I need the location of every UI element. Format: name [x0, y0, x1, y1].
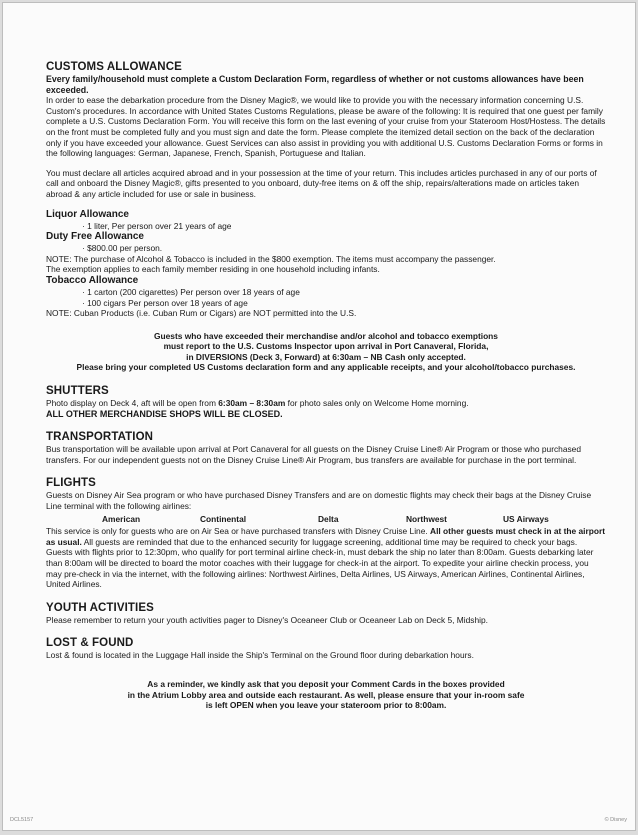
shutters-text-a: Photo display on Deck 4, aft will be open from — [46, 398, 219, 409]
lost-found-heading: LOST & FOUND — [46, 637, 134, 650]
footer-copyright: © Disney — [604, 817, 627, 823]
youth-text: Please remember to return your youth activities pager to Disney's Oceaneer Club or Oceaneer Lab on Deck 5, Midship. — [46, 614, 488, 625]
customs-paragraph-2: You must declare all articles acquired abroad and in your possession at the time of your return. This includes articles purchased in any of our ports of call and onboard the Disney Magic®, gifts presented to you onboard, duty-free items on & off the ship, repairs/alterations made on articles taken abroad & any article included for use or sale in business. — [46, 167, 597, 199]
transportation-heading: TRANSPORTATION — [46, 431, 154, 444]
flights-details — [46, 526, 606, 590]
airline-continental: Continental — [200, 513, 247, 524]
customs-heading: CUSTOMS ALLOWANCE — [46, 61, 182, 73]
shutters-text-b: for photo sales only on Welcome Home morning. — [285, 398, 469, 409]
airline-american: American — [102, 513, 141, 524]
reminder-line-1: As a reminder, we kindly ask that you deposit your Comment Cards in the boxes provided — [147, 678, 505, 689]
flights-intro: Guests on Disney Air Sea program or who have purchased Disney Transfers and are on domestic flights may check their bags at the Disney Cruise Line terminal with the following airlines: — [46, 490, 592, 512]
footer-code: DCL5157 — [10, 817, 34, 823]
reminder-line-3: is left OPEN when you leave your stateroom prior to 8:00am. — [205, 700, 447, 711]
alcohol-tobacco-note: NOTE: The purchase of Alcohol & Tobacco is included in the $800 exemption. The items must accompany the passenger. — [46, 253, 496, 264]
liquor-item: · 1 liter, Per person over 21 years of age — [82, 220, 232, 231]
shutters-time: 6:30am – 8:30am — [218, 398, 286, 409]
document-content — [46, 61, 606, 711]
tobacco-item-cigars: · 100 cigars Per person over 18 years of age — [82, 297, 248, 308]
exemption-note: The exemption applies to each family member residing in one household including infants. — [46, 264, 380, 275]
cuban-products-note: NOTE: Cuban Products (i.e. Cuban Rum or Cigars) are NOT permitted into the U.S. — [46, 308, 357, 319]
dutyfree-heading: Duty Free Allowance — [46, 231, 144, 243]
shutters-text — [46, 398, 606, 409]
document-page — [2, 2, 636, 831]
airline-us-airways: US Airways — [503, 513, 549, 524]
shutters-heading: SHUTTERS — [46, 385, 109, 398]
customs-bold-intro: Every family/household must complete a Custom Declaration Form, regardless of whether or not customs allowances have been exceeded. — [46, 74, 584, 95]
customs-notice-line-4: Please bring your completed US Customs declaration form and any applicable receipts, and your alcohol/tobacco purchases. — [76, 362, 576, 373]
tobacco-item-cigarettes: · 1 carton (200 cigarettes) Per person over 18 years of age — [82, 286, 300, 297]
liquor-heading: Liquor Allowance — [46, 208, 129, 220]
airlines-list — [46, 514, 606, 525]
customs-paragraph-1: In order to ease the debarkation procedure from the Disney Magic®, we would like to provide you with the necessary information concerning U.S. Custom's procedures. In accordance with United States Customs Regulations, please be aware of the following: It is required that one guest per family complete a U.S. Customs Declaration Form. You will receive this form on the last evening of your cruise from your Stateroom Host/Hostess. The details on the front must be completed fully and you must sign and date the form. Please complete the itemized detail section on the back of the declaration only if you have exceeded your allowance. Guest Services can also assist in providing you with additional U.S. Customs Declaration Forms or forms in the following languages: German, Japanese, French, Spanish, Portuguese and Italian. — [46, 95, 606, 159]
customs-notice-line-2: must report to the U.S. Customs Inspector upon arrival in Port Canaveral, Florida, — [163, 341, 489, 352]
reminder-notice — [46, 679, 606, 711]
youth-heading: YOUTH ACTIVITIES — [46, 601, 154, 614]
tobacco-heading: Tobacco Allowance — [46, 274, 139, 286]
flights-text-a: This service is only for guests who are on Air Sea or have purchased transfers with Disney Cruise Line. — [46, 526, 431, 537]
customs-notice — [46, 331, 606, 373]
transportation-text: Bus transportation will be available upon arrival at Port Canaveral for all guests on the Disney Cruise Line® Air Program or those who purchased transfers. For our independent guests not on the Disney Cruise Line® Air Program, bus transfers are available for purchase in the port terminal. — [46, 444, 582, 465]
lost-found-text: Lost & found is located in the Luggage Hall inside the Ship's Terminal on the Ground floor during debarkation hours. — [46, 650, 474, 661]
flights-heading: FLIGHTS — [46, 477, 96, 490]
flights-text-b: All guests are reminded that due to the enhanced security for luggage screening, additional time may be required to check your bags. Guests with flights prior to 12:30pm, who qualify for port terminal airline check-in, must debark the ship no later than 8:00am. Guests debarking later than 8:00am will be directed to board the motor coaches with their luggage for check-in at the airport. To expedite your airline checkin process, you may pre-check in via the internet, with the following airlines: Northwest Airlines, Delta Airlines, US Airways, American Airlines, Continental Airlines, United Airlines. — [46, 536, 594, 590]
flights-bold-notice: All other guests must check in at the airport as usual. — [46, 526, 606, 547]
airline-delta: Delta — [318, 513, 339, 524]
shutters-closed-notice: ALL OTHER MERCHANDISE SHOPS WILL BE CLOSED. — [46, 408, 283, 419]
customs-notice-line-3: in DIVERSIONS (Deck 3, Forward) at 6:30am – NB Cash only accepted. — [186, 351, 466, 362]
dutyfree-item: · $800.00 per person. — [82, 243, 163, 254]
reminder-line-2: in the Atrium Lobby area and outside each restaurant. As well, please ensure that your in-room safe — [127, 689, 525, 700]
airline-northwest: Northwest — [406, 513, 447, 524]
customs-notice-line-1: Guests who have exceeded their merchandise and/or alcohol and tobacco exemptions — [154, 330, 498, 341]
